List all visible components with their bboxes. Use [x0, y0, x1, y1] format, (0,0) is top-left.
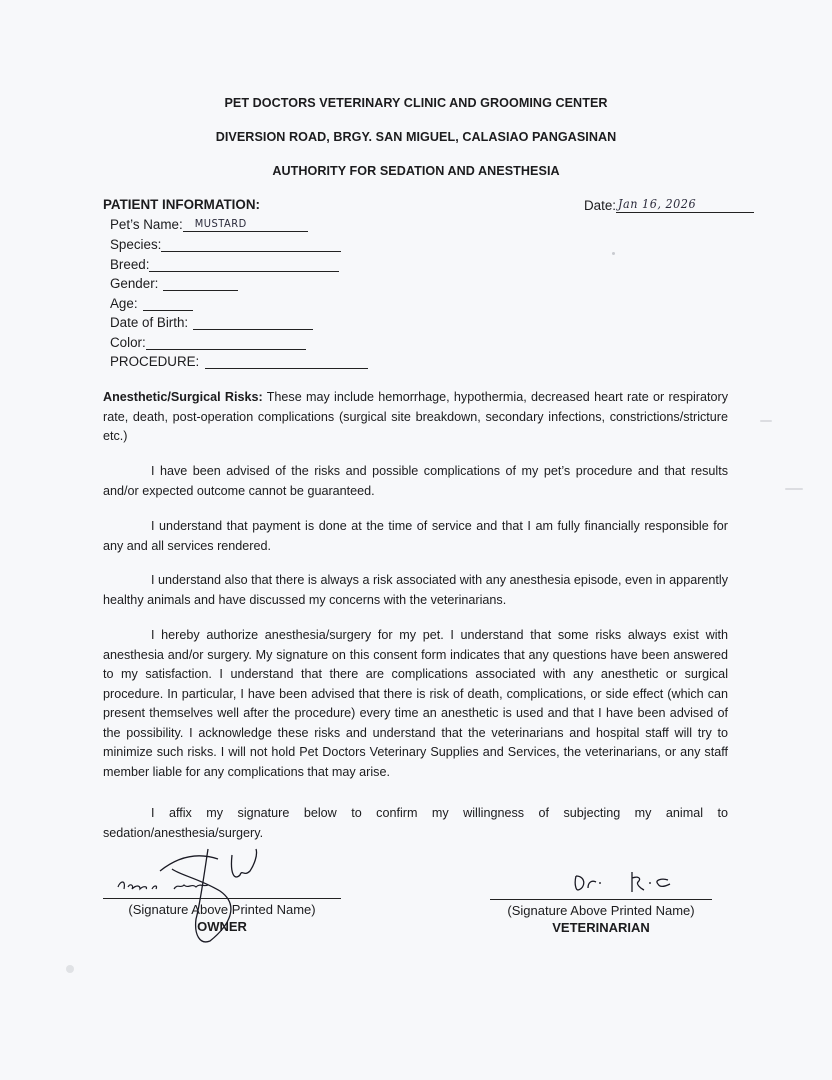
- scan-speck: [612, 252, 615, 255]
- species-label: Species:: [110, 237, 162, 252]
- paragraph-payment: [103, 517, 728, 556]
- breed-label: Breed:: [110, 257, 150, 272]
- patient-info-heading: PATIENT INFORMATION:: [103, 197, 260, 212]
- paragraph-affix: [103, 804, 728, 843]
- veterinarian-signature-line: [490, 899, 712, 900]
- date-of-birth-field[interactable]: [110, 315, 313, 333]
- pet-name-label: Pet’s Name:: [110, 217, 183, 232]
- paragraph-text: I hereby authorize anesthesia/surgery for my pet. I understand that some risks always exist with anesthesia and/or surgery. My signature on this consent form indicates that any questions have been answered to my satisfaction. I understand that there are complications associated with any anesthetic or surgical procedure. In particular, I have been advised that there is risk of death, complications, or side effect (which can present themselves well after the procedure) every time an anesthetic is used and that I have been advised of the possibility. I acknowledge these risks and understand that the veterinarians and hospital staff will try to minimize such risks. I will not hold Pet Doctors Veterinary Supplies and Services, the veterinarians, or any staff member liable for any complications that may arise.: [103, 628, 728, 779]
- paragraph-text: I have been advised of the risks and possible complications of my pet’s procedure and that results and/or expected outcome cannot be guaranteed.: [103, 464, 728, 498]
- breed-field[interactable]: [110, 257, 339, 275]
- scan-speck: [760, 420, 772, 422]
- gender-label: Gender:: [110, 276, 159, 291]
- veterinarian-role-label: VETERINARIAN: [552, 920, 650, 935]
- veterinarian-signature-caption: (Signature Above Printed Name): [507, 903, 695, 918]
- procedure-label: PROCEDURE:: [110, 354, 200, 369]
- owner-signature-icon: [100, 845, 280, 965]
- veterinarian-signature-block[interactable]: [490, 899, 712, 935]
- date-label: Date:: [584, 198, 617, 213]
- paragraph-text: I affix my signature below to confirm my willingness of subjecting my animal to sedation/anesthesia/surgery.: [103, 806, 728, 840]
- gender-field[interactable]: [110, 276, 238, 294]
- age-label: Age:: [110, 296, 138, 311]
- pet-name-field[interactable]: [110, 217, 308, 235]
- form-title: AUTHORITY FOR SEDATION AND ANESTHESIA: [272, 164, 560, 178]
- procedure-field[interactable]: [110, 354, 368, 372]
- owner-role-label: OWNER: [197, 919, 247, 934]
- color-field[interactable]: [110, 335, 306, 353]
- owner-signature-caption: (Signature Above Printed Name): [128, 902, 316, 917]
- clinic-name: PET DOCTORS VETERINARY CLINIC AND GROOMING CENTER: [224, 96, 608, 110]
- risks-paragraph: [103, 388, 728, 447]
- paragraph-text: I understand that payment is done at the time of service and that I am fully financially responsible for any and all services rendered.: [103, 519, 728, 553]
- paragraph-text: I understand also that there is always a risk associated with any anesthesia episode, even in apparently healthy animals and have discussed my concerns with the veterinarians.: [103, 573, 728, 607]
- risks-label: Anesthetic/Surgical Risks:: [103, 390, 263, 404]
- date-value: Jan 16, 2026: [618, 196, 697, 211]
- date-of-birth-label: Date of Birth:: [110, 315, 189, 330]
- scan-speck: [785, 488, 803, 490]
- veterinarian-signature-icon: [570, 868, 690, 898]
- paragraph-risk-anesthesia: [103, 571, 728, 610]
- paragraph-advised: [103, 462, 728, 501]
- color-label: Color:: [110, 335, 146, 350]
- pet-name-value: MUSTARD: [194, 217, 247, 230]
- date-field[interactable]: [584, 197, 754, 213]
- scan-speck: [66, 965, 74, 973]
- clinic-address: DIVERSION ROAD, BRGY. SAN MIGUEL, CALASIAO PANGASINAN: [215, 130, 617, 144]
- species-field[interactable]: [110, 237, 341, 255]
- age-field[interactable]: [110, 296, 193, 314]
- risks-text: These may include hemorrhage, hypothermia, decreased heart rate or respiratory rate, death, post-operation complications (surgical site breakdown, secondary infections, constrictions/stricture etc.): [103, 390, 729, 443]
- paragraph-authorization: [103, 626, 728, 782]
